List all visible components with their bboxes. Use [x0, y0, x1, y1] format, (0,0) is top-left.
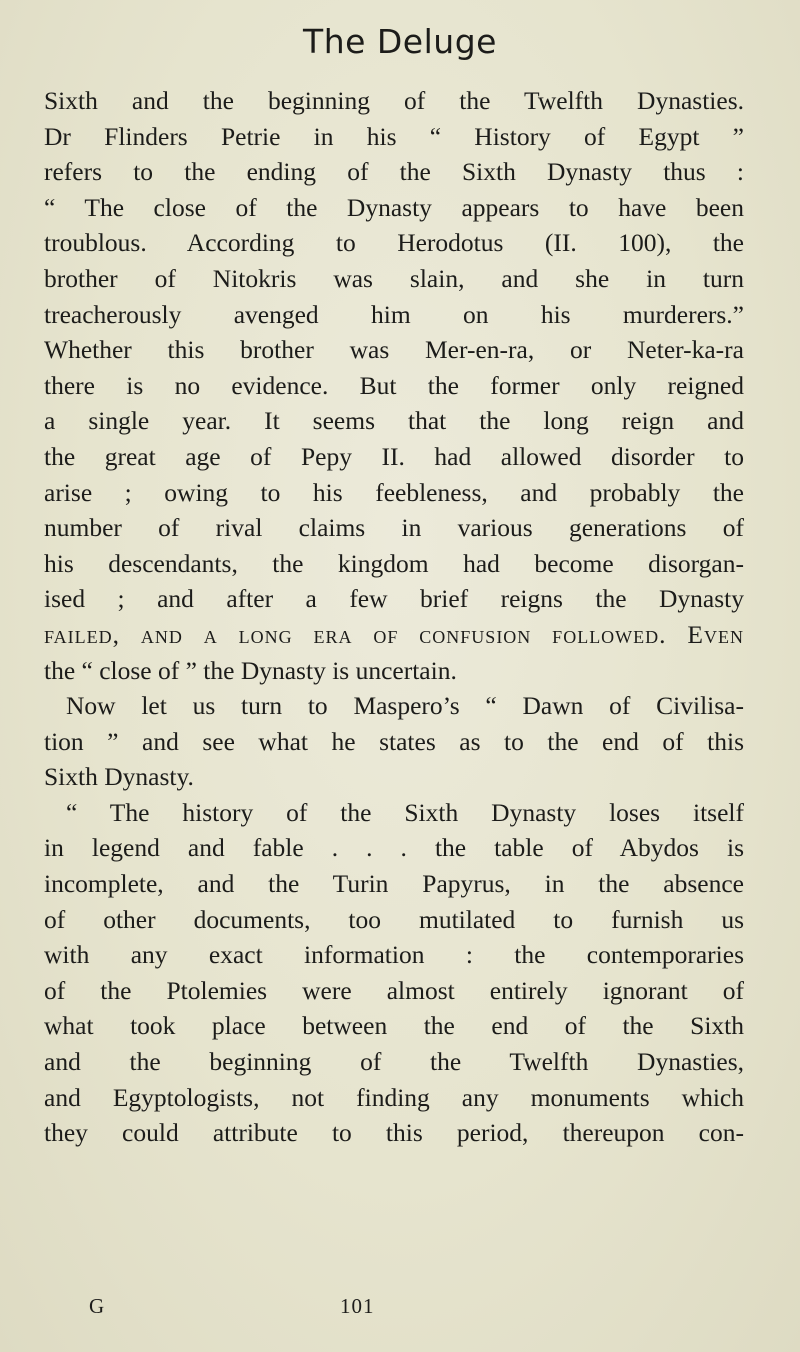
text-line: Now let us turn to Maspero’s “ Dawn of Civilisa-: [66, 691, 744, 721]
text-line: of the Ptolemies were almost entirely ignorant of: [44, 975, 744, 1005]
text-line: failed, and a long era of confusion followed. Even: [44, 619, 744, 649]
text-line: ised ; and after a few brief reigns the Dynasty: [44, 584, 744, 614]
text-line: in legend and fable . . . the table of Abydos is: [44, 833, 744, 863]
text-line: refers to the ending of the Sixth Dynasty thus :: [44, 157, 744, 187]
text-line: “ The close of the Dynasty appears to have been: [44, 192, 744, 222]
text-line: and the beginning of the Twelfth Dynasties,: [44, 1047, 744, 1077]
text-line: and Egyptologists, not finding any monuments which: [44, 1082, 744, 1112]
page-number: 101: [340, 1294, 375, 1318]
text-line: the great age of Pepy II. had allowed disorder to: [44, 441, 744, 471]
text-line: Whether this brother was Mer-en-ra, or Neter-ka-ra: [44, 335, 744, 365]
text-line: Sixth Dynasty.: [44, 762, 194, 792]
text-line: the “ close of ” the Dynasty is uncertain.: [44, 655, 457, 685]
text-line: they could attribute to this period, thereupon con-: [44, 1118, 744, 1148]
text-line: brother of Nitokris was slain, and she in turn: [44, 263, 744, 293]
text-line: Dr Flinders Petrie in his “ History of Egypt ”: [44, 121, 744, 151]
text-line: Sixth and the beginning of the Twelfth Dynasties.: [44, 86, 744, 115]
text-line: “ The history of the Sixth Dynasty loses itself: [66, 797, 744, 827]
text-line: there is no evidence. But the former only reigned: [44, 370, 744, 400]
body-text: [44, 83, 744, 1151]
text-line: a single year. It seems that the long reign and: [44, 406, 744, 436]
signature-mark: G: [89, 1294, 106, 1318]
text-line: treacherously avenged him on his murderers.”: [44, 299, 744, 329]
text-line: with any exact information : the contemporaries: [44, 940, 744, 970]
text-line: tion ” and see what he states as to the end of this: [44, 726, 744, 756]
text-line: number of rival claims in various generations of: [44, 513, 744, 543]
running-head: The Deluge: [303, 22, 497, 61]
text-line: troublous. According to Herodotus (II. 100), the: [44, 228, 744, 258]
page-footer: [0, 1294, 800, 1324]
text-line: what took place between the end of the Sixth: [44, 1011, 744, 1041]
text-line: his descendants, the kingdom had become disorgan-: [44, 548, 744, 578]
text-line: arise ; owing to his feebleness, and probably the: [44, 477, 744, 507]
text-line: incomplete, and the Turin Papyrus, in the absence: [44, 869, 744, 899]
text-line: of other documents, too mutilated to furnish us: [44, 904, 744, 934]
